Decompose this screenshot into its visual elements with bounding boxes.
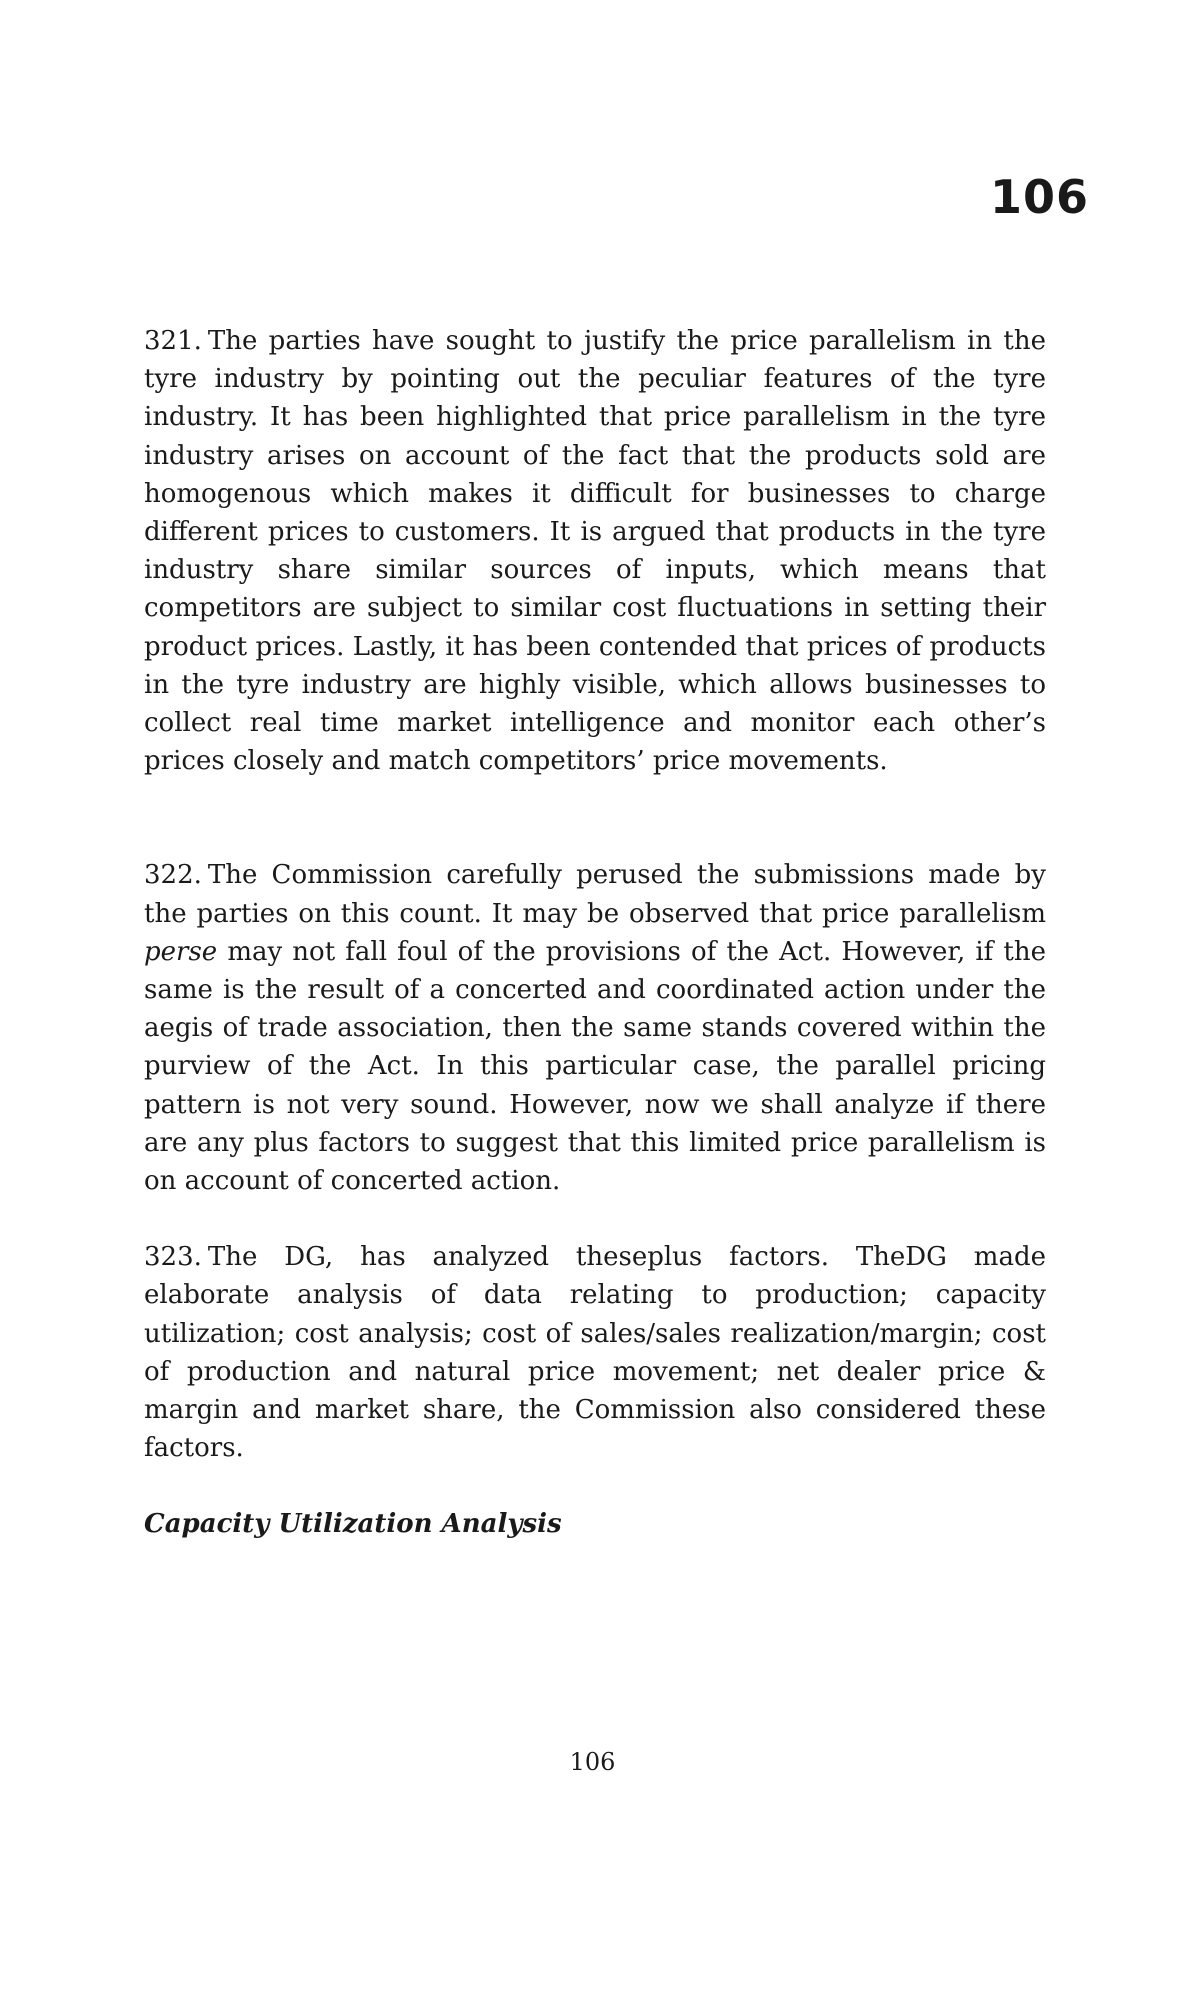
paragraph-323 (144, 1238, 1046, 1467)
paragraph-number: 323. (144, 1242, 202, 1273)
document-body (144, 322, 1046, 1544)
paragraph-322 (144, 856, 1046, 1200)
paragraph-text: The parties have sought to justify the price parallelism in the tyre industry by pointing out the peculiar features of the tyre industry. It has been highlighted that price parallelism in the tyre industry arises on account of the fact that the products sold are homogenous which makes it difficult for businesses to charge different prices to customers. It is argued that products in the tyre industry share similar sources of inputs, which means that competitors are subject to similar cost fluctuations in setting their product prices. Lastly, it has been contended that prices of products in the tyre industry are highly visible, which allows businesses to collect real time market intelligence and monitor each other’s prices closely and match competitors’ price movements. (144, 326, 1046, 777)
paragraph-number: 321. (144, 326, 202, 356)
section-heading: Capacity Utilization Analysis (144, 1509, 562, 1540)
paragraph-text: The Commission carefully perused the submissions made by the parties on this count. It may be observed that price parallelism (144, 860, 1046, 929)
paragraph-text: The DG, has analyzed theseplus factors. TheDG made elaborate analysis of data relating to production; capacity utilization; cost analysis; cost of sales/sales realization/margin; cost of production and natural price movement; net dealer price & margin and market share, the Commission also considered these factors. (144, 1242, 1046, 1464)
page-number-footer: 106 (569, 1748, 616, 1776)
paragraph-321 (144, 322, 1046, 780)
paragraph-text-continued: may not fall foul of the provisions of the Act. However, if the same is the result of a concerted and coordinated action under the aegis of trade association, then the same stands covered within the purview of the Act. In this particular case, the parallel pricing pattern is not very sound. However, now we shall analyze if there are any plus factors to suggest that this limited price parallelism is on account of concerted action. (144, 936, 1046, 1197)
paragraph-number: 322. (144, 860, 202, 891)
page-number-header: 106 (989, 170, 1089, 224)
emphasized-term: perse (144, 936, 218, 967)
